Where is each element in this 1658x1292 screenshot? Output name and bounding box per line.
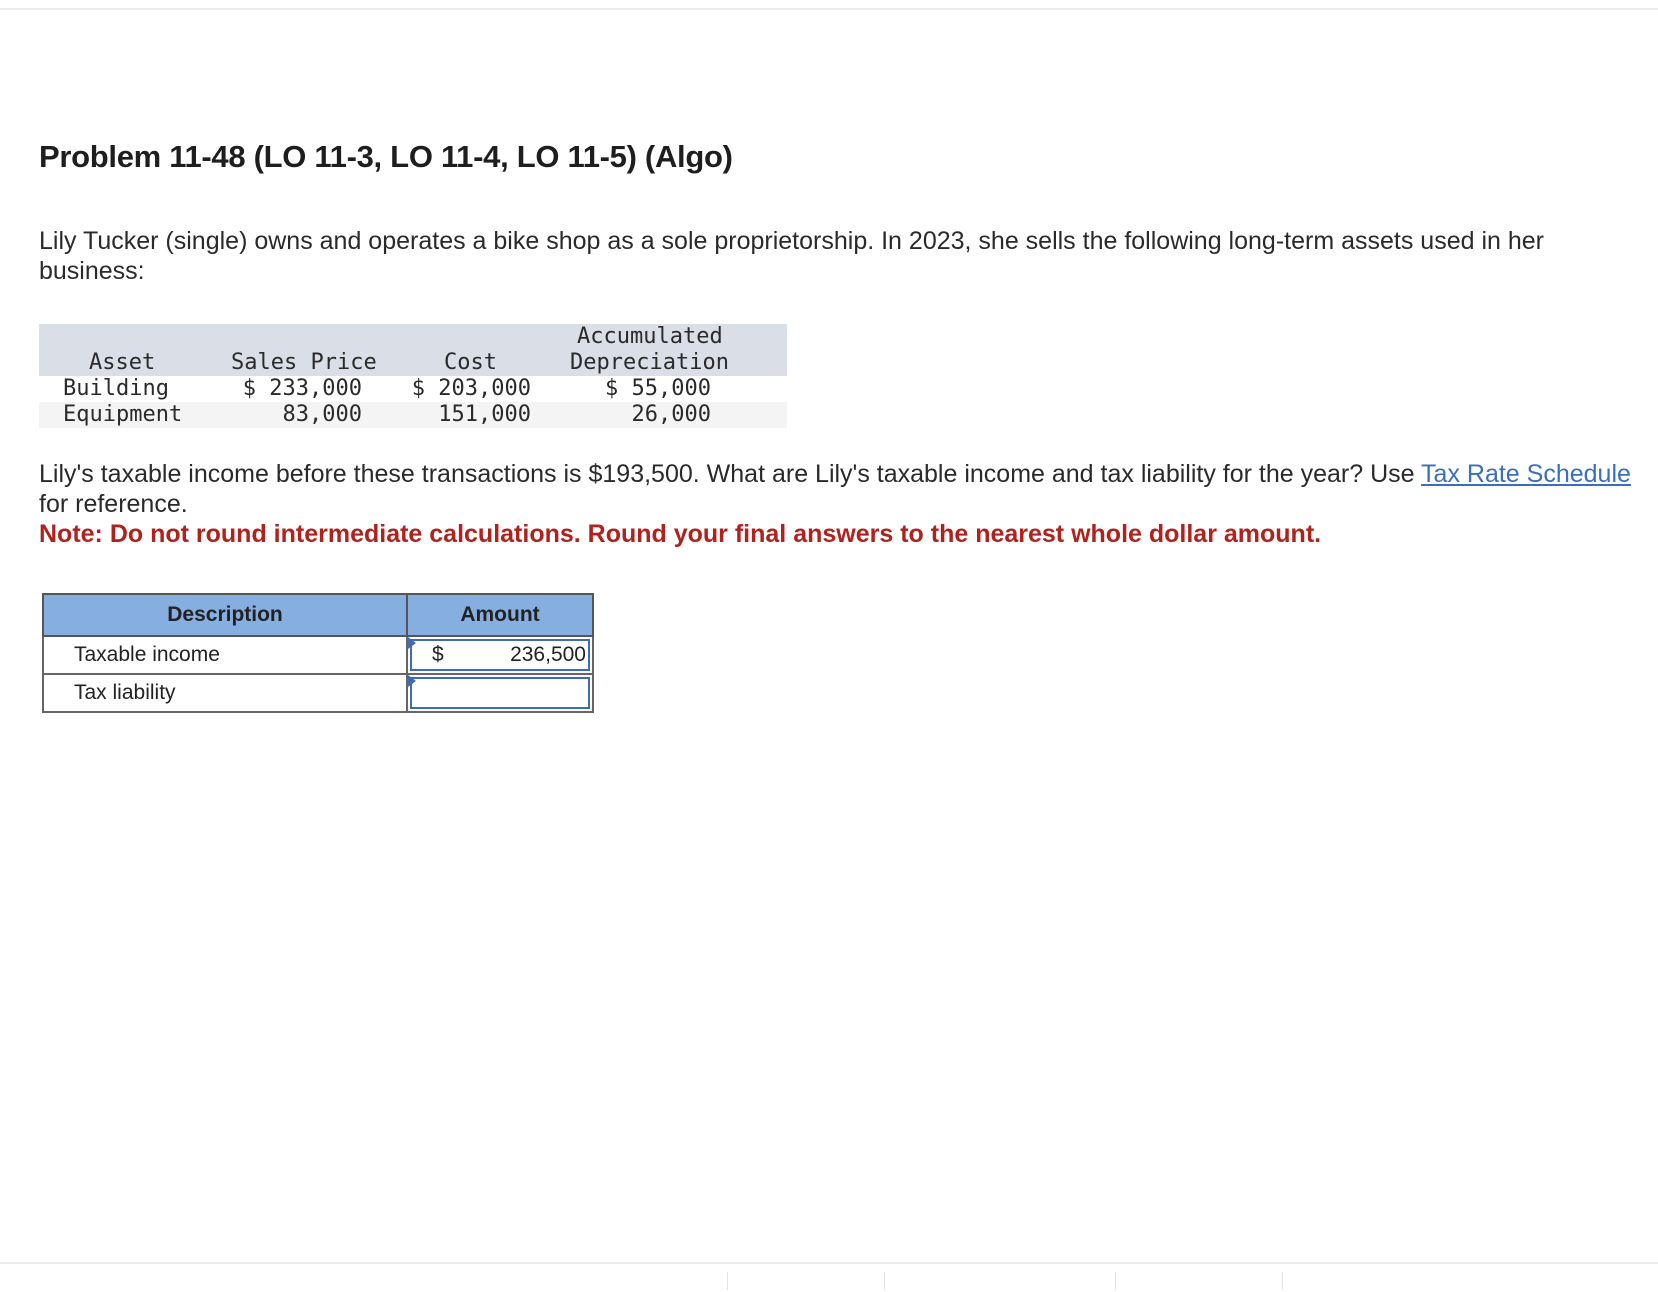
taxable-income-value: 236,500 bbox=[510, 643, 586, 666]
footer-divider bbox=[1115, 1272, 1116, 1290]
amount-header: Amount bbox=[407, 594, 593, 636]
sales-price-header: Sales Price bbox=[231, 350, 377, 375]
asset-accum-dep: 26,000 bbox=[631, 402, 711, 427]
question-body: Lily's taxable income before these transactions is $193,500. What are Lily's taxable income and tax liability for the year? Use bbox=[39, 460, 1422, 488]
top-divider bbox=[0, 8, 1658, 10]
asset-sales-price: 83,000 bbox=[282, 402, 362, 427]
asset-row-building bbox=[39, 376, 787, 402]
question-text bbox=[39, 459, 1639, 519]
rounding-note: Note: Do not round intermediate calculations. Round your final answers to the nearest whole dollar amount. bbox=[39, 520, 1322, 548]
taxable-income-input[interactable] bbox=[410, 639, 590, 671]
asset-table bbox=[39, 324, 787, 428]
question-tail: for reference. bbox=[39, 490, 188, 518]
asset-row-equipment bbox=[39, 402, 787, 428]
asset-name: Equipment bbox=[63, 402, 183, 427]
asset-header: Asset bbox=[89, 350, 156, 375]
bottom-divider bbox=[0, 1262, 1658, 1264]
footer-divider bbox=[884, 1272, 885, 1290]
problem-title: Problem 11-48 (LO 11-3, LO 11-4, LO 11-5) (Algo) bbox=[39, 139, 733, 174]
amount-cell bbox=[407, 636, 593, 674]
footer-divider bbox=[727, 1272, 728, 1290]
asset-accum-dep: $ 55,000 bbox=[605, 376, 711, 401]
answer-table bbox=[42, 593, 594, 713]
description-header: Description bbox=[43, 594, 407, 636]
asset-name: Building bbox=[63, 376, 169, 401]
asset-sales-price: $ 233,000 bbox=[242, 376, 362, 401]
cost-header: Cost bbox=[444, 350, 497, 375]
currency-symbol: $ bbox=[432, 643, 444, 666]
amount-cell bbox=[407, 674, 593, 712]
input-marker-icon bbox=[408, 675, 416, 687]
tax-rate-schedule-link[interactable]: Tax Rate Schedule bbox=[1421, 460, 1631, 488]
input-marker-icon bbox=[408, 637, 416, 649]
asset-cost: $ 203,000 bbox=[411, 376, 531, 401]
row-description: Taxable income bbox=[43, 636, 407, 674]
row-description: Tax liability bbox=[43, 674, 407, 712]
answer-row-taxable-income bbox=[43, 636, 593, 674]
problem-intro: Lily Tucker (single) owns and operates a bike shop as a sole proprietorship. In 2023, she sells the following long-term assets used in her business: bbox=[39, 227, 1544, 285]
asset-table-header bbox=[39, 324, 787, 376]
accumulated-header: Accumulated bbox=[577, 324, 723, 349]
footer-divider bbox=[1282, 1272, 1283, 1290]
tax-liability-input[interactable] bbox=[410, 677, 590, 709]
answer-row-tax-liability bbox=[43, 674, 593, 712]
asset-cost: 151,000 bbox=[438, 402, 531, 427]
depreciation-header: Depreciation bbox=[570, 350, 729, 375]
